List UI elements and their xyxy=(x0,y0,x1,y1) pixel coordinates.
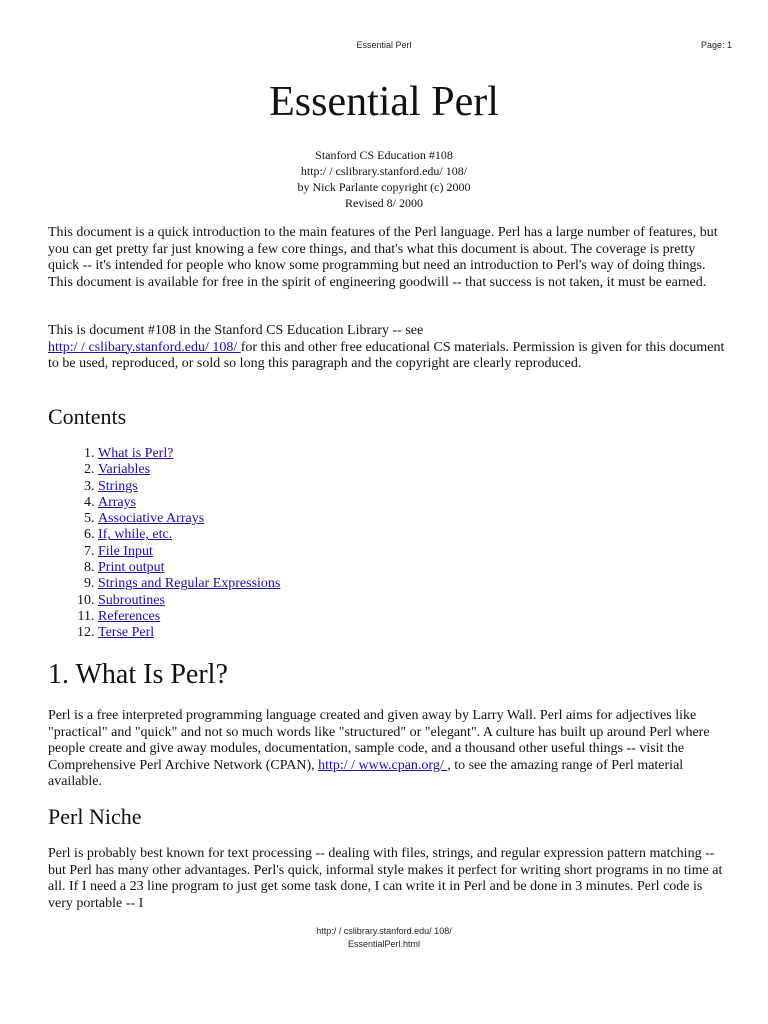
toc-link-associative-arrays[interactable]: Associative Arrays xyxy=(98,511,205,527)
toc-link-print-output[interactable]: Print output xyxy=(98,560,165,576)
table-of-contents xyxy=(48,446,280,642)
section-heading-perl-niche: Perl Niche xyxy=(48,804,142,829)
toc-item xyxy=(98,625,280,641)
what-is-perl-paragraph xyxy=(48,708,728,791)
toc-link-if-while[interactable]: If, while, etc. xyxy=(98,527,173,543)
intro-paragraph: This document is a quick introduction to the main features of the Perl language. Perl has a large number of features, but you can get pretty far just knowing a few core things, and that's what this document is about. The coverage is pretty quick -- it's intended for people who know some programming but need an introduction to Perl's way of doing things. This document is available for free in the spirit of engineering goodwill -- that success is not taken, it must be earned. xyxy=(48,225,718,290)
library-link[interactable]: http:/ / cslibary.stanford.edu/ 108/ xyxy=(48,339,241,355)
toc-item xyxy=(98,495,280,511)
toc-link-what-is-perl[interactable]: What is Perl? xyxy=(98,446,174,461)
toc-item xyxy=(98,560,280,576)
document-title: Essential Perl xyxy=(269,79,499,125)
what-is-perl-text: Perl is a free interpreted programming language created and given away by Larry Wall. Perl aims for adjectives like "practical" and "quick" and not so much words like "structured" or "elegant". A culture has built up around Perl where people create and give away modules, documentation, sample code, and a thousand other useful things -- visit the Comprehensive Perl Archive Network (CPAN), xyxy=(48,708,710,773)
toc-link-references[interactable]: References xyxy=(98,608,161,624)
toc-link-variables[interactable]: Variables xyxy=(98,462,151,478)
running-footer xyxy=(0,925,768,951)
toc-item xyxy=(98,446,280,462)
running-header-title: Essential Perl xyxy=(356,40,412,50)
toc-link-subroutines[interactable]: Subroutines xyxy=(98,592,165,608)
toc-item xyxy=(98,462,280,478)
page-number: Page: 1 xyxy=(700,40,732,50)
meta-line: Stanford CS Education #108 xyxy=(315,148,453,162)
library-text: This is document #108 in the Stanford CS Education Library -- see xyxy=(48,323,424,338)
toc-item xyxy=(98,576,280,592)
toc-link-arrays[interactable]: Arrays xyxy=(98,494,137,510)
toc-item xyxy=(98,609,280,625)
cpan-link[interactable]: http:/ / www.cpan.org/ xyxy=(318,757,448,773)
footer-filename: EssentialPerl.html xyxy=(347,939,421,949)
document-meta xyxy=(0,147,768,211)
toc-link-strings[interactable]: Strings xyxy=(98,478,138,494)
library-text-after: for this and other free educational CS materials. Permission is given for this document to be used, reproduced, or sold so long this paragraph and the copyright are clearly reproduced. xyxy=(48,339,725,371)
toc-link-strings-regex[interactable]: Strings and Regular Expressions xyxy=(98,576,281,592)
section-heading-what-is-perl: 1. What Is Perl? xyxy=(48,659,228,690)
toc-item xyxy=(98,527,280,543)
toc-item xyxy=(98,511,280,527)
meta-line: by Nick Parlante copyright (c) 2000 xyxy=(297,180,471,194)
meta-line: http:/ / cslibrary.stanford.edu/ 108/ xyxy=(300,164,468,178)
toc-link-terse-perl[interactable]: Terse Perl xyxy=(98,625,155,641)
footer-url: http:/ / cslibrary.stanford.edu/ 108/ xyxy=(316,926,452,936)
toc-item xyxy=(98,593,280,609)
perl-niche-paragraph: Perl is probably best known for text processing -- dealing with files, strings, and regular expression pattern matching -- but Perl has many other advantages. Perl's quick, informal style makes it perfect for writing short programs in no time at all. If I need a 23 line program to just get some task done, I can write it in Perl and be done in 3 minutes. Perl code is very portable -- I xyxy=(48,846,723,911)
contents-heading: Contents xyxy=(48,404,127,429)
library-paragraph xyxy=(48,323,728,373)
toc-item xyxy=(98,479,280,495)
what-is-perl-text-after: , to see the amazing range of Perl material available. xyxy=(48,757,684,789)
toc-item xyxy=(98,544,280,560)
toc-link-file-input[interactable]: File Input xyxy=(98,543,153,559)
meta-line: Revised 8/ 2000 xyxy=(345,196,423,210)
